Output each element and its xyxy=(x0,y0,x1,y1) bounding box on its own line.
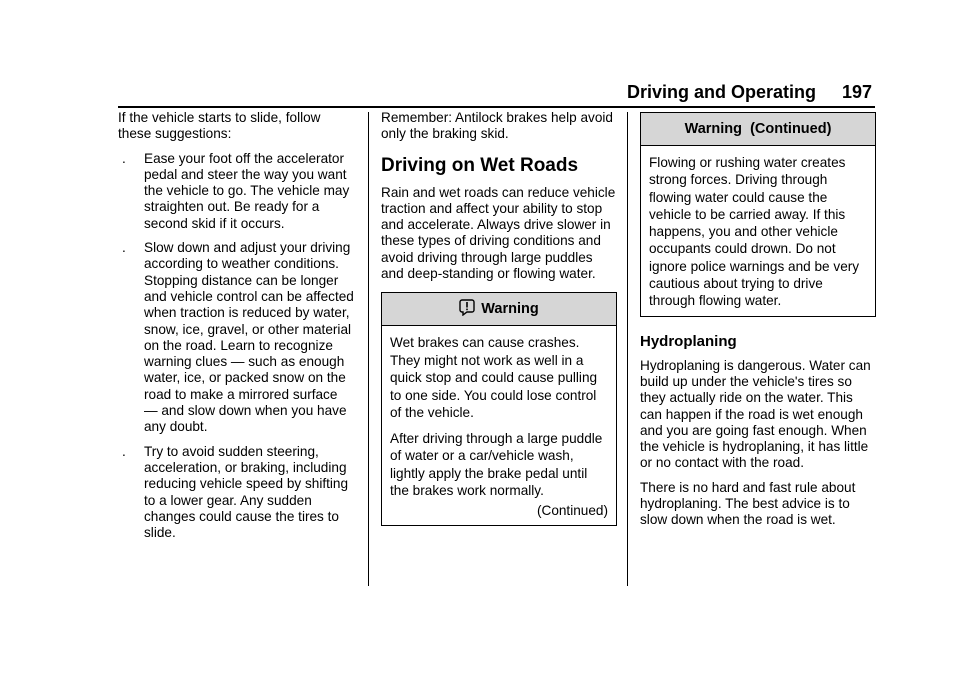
warning-title: Warning xyxy=(481,301,539,318)
intro-paragraph: If the vehicle starts to slide, follow these suggestions: xyxy=(118,110,321,142)
list-item-text: Slow down and adjust your driving according to weather conditions. Stopping distance can be longer and vehicle control can be affected when traction is reduced by water, snow, ice, gravel, or other material on the road. Learn to recognize warning clues — such as enough water, ice, or packed snow on the road to make a mirrored surface — and slow down when you have any doubt. xyxy=(144,240,354,435)
warning-continued-body xyxy=(641,146,875,316)
header-rule xyxy=(118,106,875,108)
warning-continued-header: Warning (Continued) xyxy=(641,113,875,146)
list-item xyxy=(118,444,354,542)
remember-paragraph: Remember: Antilock brakes help avoid only the braking skid. xyxy=(381,110,613,142)
section-paragraph: Rain and wet roads can reduce vehicle traction and affect your ability to stop and accelerate. Always drive slower in these types of driving conditions and avoid driving through large puddles and deep-standing or flowing water. xyxy=(381,184,616,282)
column-1 xyxy=(118,110,354,549)
column-3 xyxy=(640,110,876,537)
warning-body xyxy=(382,326,616,525)
warning-icon xyxy=(459,296,475,328)
list-item xyxy=(118,240,354,436)
hydroplaning-paragraph-1: Hydroplaning is dangerous. Water can build up under the vehicle's tires so they actually ride on the water. This can happen if the road is wet enough and you are going fast enough. When the vehicle is hydroplaning, it has little or no contact with the road. xyxy=(640,357,871,471)
warning-paragraph: Flowing or rushing water creates strong forces. Driving through flowing water could cause the vehicle to be carried away. If this happens, you and other vehicle occupants could drown. Do not ignore police warnings and be very cautious about trying to drive through flowing water. xyxy=(649,155,860,309)
chapter-title: Driving and Operating xyxy=(627,82,817,102)
section-title: Driving on Wet Roads xyxy=(381,154,579,176)
column-divider-2 xyxy=(627,112,628,586)
subsection-title: Hydroplaning xyxy=(640,332,737,350)
page-number: 197 xyxy=(842,82,873,102)
warning-header xyxy=(382,293,616,326)
warning-paragraph: Wet brakes can cause crashes. They might not work as well in a quick stop and could cause pulling to one side. You could lose control of the vehicle. xyxy=(390,335,598,421)
warning-paragraph: After driving through a large puddle of water or a car/vehicle wash, lightly apply the brake pedal until the brakes work normally. xyxy=(390,430,603,499)
list-item-text: Try to avoid sudden steering, acceleration, or braking, including reducing vehicle speed by shifting to a lower gear. Any sudden changes could cause the tires to slide. xyxy=(144,443,349,541)
warning-continued-box xyxy=(640,112,876,317)
hydroplaning-paragraph-2: There is no hard and fast rule about hydroplaning. The best advice is to slow down when the road is wet. xyxy=(640,479,856,528)
continued-label: (Continued) xyxy=(536,502,608,518)
bullet-marker: . xyxy=(122,240,126,256)
column-2 xyxy=(381,110,617,526)
bullet-marker: . xyxy=(122,443,126,459)
list-item-text: Ease your foot off the accelerator pedal and steer the way you want the vehicle to go. The vehicle may straighten out. Be ready for a second skid if it occurs. xyxy=(144,150,350,231)
warning-box xyxy=(381,292,617,526)
suggestion-list xyxy=(118,151,354,542)
bullet-marker: . xyxy=(122,150,126,166)
list-item xyxy=(118,151,354,232)
column-divider-1 xyxy=(368,112,369,586)
